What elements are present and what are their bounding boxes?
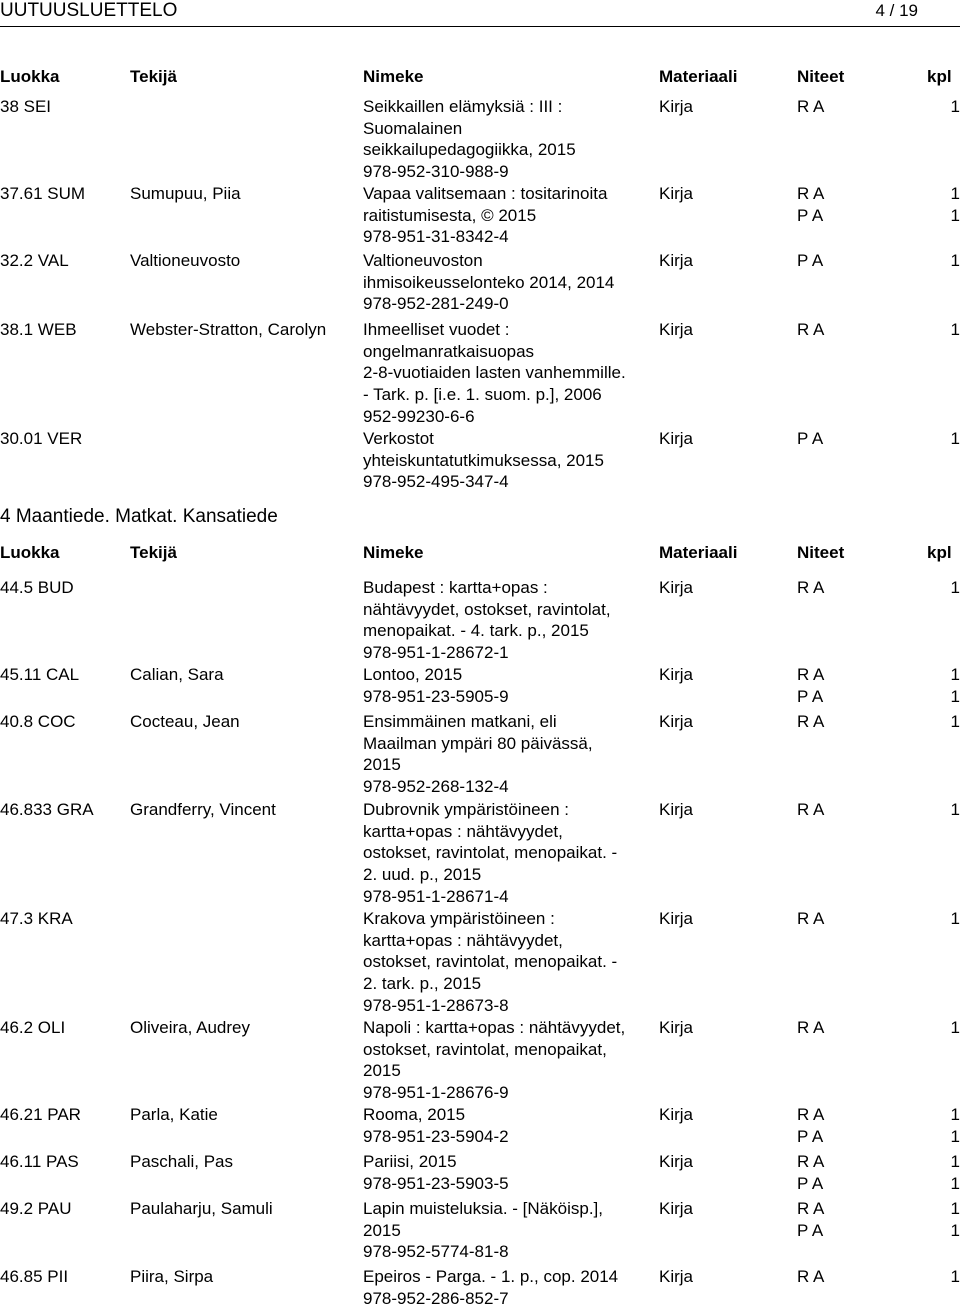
- header-rule: [0, 26, 960, 27]
- material: Kirja: [659, 251, 694, 270]
- title-line: yhteiskuntatutkimuksessa, 2015: [363, 450, 604, 470]
- title-line: 952-99230-6-6: [363, 406, 475, 426]
- col-kpl: kpl: [927, 543, 952, 562]
- copy-count: 1: [950, 251, 960, 270]
- copies: [797, 428, 847, 450]
- page-number: 4 / 19: [875, 1, 918, 20]
- copies: [797, 250, 847, 272]
- author: Paulaharju, Samuli: [130, 1199, 273, 1218]
- kpl-count: [940, 1104, 960, 1147]
- material: Kirja: [659, 97, 694, 116]
- title-line: Rooma, 2015: [363, 1105, 466, 1124]
- copies: [797, 1266, 847, 1288]
- location-code: R A: [797, 184, 825, 203]
- title-line: raitistumisesta, © 2015: [363, 205, 537, 225]
- copies: [797, 711, 847, 733]
- copies: [797, 1198, 847, 1241]
- class-code: 38.1 WEB: [0, 320, 77, 339]
- location-code: P A: [797, 205, 824, 225]
- title: [363, 183, 658, 248]
- kpl-count: [940, 319, 960, 341]
- copy-count: 1: [950, 205, 960, 225]
- class-code: 46.85 PII: [0, 1267, 69, 1286]
- col-kpl: kpl: [927, 67, 952, 86]
- title-line: menopaikat. - 4. tark. p., 2015: [363, 621, 589, 641]
- location-code: P A: [797, 1220, 824, 1240]
- col-nimeke: Nimeke: [363, 67, 424, 86]
- kpl-count: [940, 183, 960, 226]
- col-niteet: Niteet: [797, 67, 845, 86]
- copy-count: 1: [950, 320, 960, 339]
- title-line: 978-952-268-132-4: [363, 777, 509, 797]
- document-title: UUTUUSLUETTELO: [0, 0, 178, 21]
- location-code: R A: [797, 320, 825, 339]
- class-code: 32.2 VAL: [0, 251, 69, 270]
- copies: [797, 1017, 847, 1039]
- material: Kirja: [659, 1152, 694, 1171]
- title: [363, 96, 658, 183]
- class-code: 46.833 GRA: [0, 800, 94, 819]
- material: Kirja: [659, 578, 694, 597]
- title-line: Krakova ympäristöineen :: [363, 909, 555, 928]
- location-code: R A: [797, 665, 825, 684]
- kpl-count: [940, 711, 960, 733]
- title-line: nähtävyydet, ostokset, ravintolat,: [363, 599, 611, 619]
- kpl-count: [940, 428, 960, 450]
- material: Kirja: [659, 184, 694, 203]
- author: Sumupuu, Piia: [130, 184, 241, 203]
- section-heading: 4 Maantiede. Matkat. Kansatiede: [0, 506, 278, 527]
- material: Kirja: [659, 320, 694, 339]
- copies: [797, 577, 847, 599]
- copy-count: 1: [950, 712, 960, 731]
- copies: [797, 664, 847, 707]
- author: Calian, Sara: [130, 665, 224, 684]
- title-line: 978-952-281-249-0: [363, 294, 509, 314]
- title-line: Valtioneuvoston: [363, 251, 483, 270]
- copy-count: 1: [950, 1152, 960, 1171]
- col-luokka: Luokka: [0, 67, 60, 86]
- title-line: Maailman ympäri 80 päivässä,: [363, 733, 593, 753]
- title-line: 978-951-23-5904-2: [363, 1126, 509, 1146]
- copy-count: 1: [950, 97, 960, 116]
- title-line: seikkailupedagogiikka, 2015: [363, 140, 576, 160]
- col-materiaali: Materiaali: [659, 67, 738, 86]
- title: [363, 1266, 658, 1309]
- title-line: Epeiros - Parga. - 1. p., cop. 2014: [363, 1267, 619, 1286]
- author: Paschali, Pas: [130, 1152, 233, 1171]
- title-line: Lontoo, 2015: [363, 665, 463, 684]
- title: [363, 1104, 658, 1147]
- class-code: 30.01 VER: [0, 429, 83, 448]
- title: [363, 664, 658, 707]
- title-line: 978-951-1-28673-8: [363, 995, 509, 1015]
- title: [363, 428, 658, 493]
- title-line: ostokset, ravintolat, menopaikat. -: [363, 952, 618, 972]
- author: Webster-Stratton, Carolyn: [130, 320, 327, 339]
- author: Cocteau, Jean: [130, 712, 240, 731]
- location-code: R A: [797, 1267, 825, 1286]
- location-code: P A: [797, 1126, 824, 1146]
- kpl-count: [940, 1198, 960, 1241]
- copy-count: 1: [950, 665, 960, 684]
- title-line: 978-951-1-28676-9: [363, 1083, 509, 1103]
- title-line: Vapaa valitsemaan : tositarinoita: [363, 184, 608, 203]
- copy-count: 1: [950, 1105, 960, 1124]
- title-line: 978-951-23-5903-5: [363, 1173, 509, 1193]
- location-code: R A: [797, 800, 825, 819]
- location-code: R A: [797, 97, 825, 116]
- kpl-count: [940, 1151, 960, 1194]
- title-line: Ensimmäinen matkani, eli: [363, 712, 557, 731]
- copy-count: 1: [950, 184, 960, 203]
- title-line: Dubrovnik ympäristöineen :: [363, 800, 569, 819]
- location-code: R A: [797, 1152, 825, 1171]
- title-line: ostokset, ravintolat, menopaikat,: [363, 1039, 607, 1059]
- kpl-count: [940, 799, 960, 821]
- location-code: R A: [797, 712, 825, 731]
- material: Kirja: [659, 909, 694, 928]
- title-line: 978-951-31-8342-4: [363, 227, 509, 247]
- copies: [797, 319, 847, 341]
- location-code: P A: [797, 429, 824, 448]
- title: [363, 319, 658, 428]
- title-line: kartta+opas : nähtävyydet,: [363, 930, 563, 950]
- title: [363, 577, 658, 664]
- title-line: 978-951-1-28671-4: [363, 886, 509, 906]
- class-code: 46.11 PAS: [0, 1152, 79, 1171]
- copy-count: 1: [950, 1126, 960, 1146]
- copies: [797, 1151, 847, 1194]
- title: [363, 1151, 658, 1194]
- title-line: Seikkaillen elämyksiä : III :: [363, 97, 563, 116]
- title-line: 978-951-23-5905-9: [363, 686, 509, 706]
- col-niteet: Niteet: [797, 543, 845, 562]
- copy-count: 1: [950, 909, 960, 928]
- class-code: 46.2 OLI: [0, 1018, 66, 1037]
- title-line: Napoli : kartta+opas : nähtävyydet,: [363, 1018, 626, 1037]
- title-line: Pariisi, 2015: [363, 1152, 457, 1171]
- kpl-count: [940, 908, 960, 930]
- location-code: R A: [797, 1105, 825, 1124]
- col-nimeke: Nimeke: [363, 543, 424, 562]
- location-code: P A: [797, 1173, 824, 1193]
- copies: [797, 1104, 847, 1147]
- location-code: R A: [797, 909, 825, 928]
- col-materiaali: Materiaali: [659, 543, 738, 562]
- class-code: 44.5 BUD: [0, 578, 74, 597]
- title-line: Budapest : kartta+opas :: [363, 578, 548, 597]
- location-code: R A: [797, 1199, 825, 1218]
- title: [363, 1198, 658, 1263]
- location-code: P A: [797, 686, 824, 706]
- copy-count: 1: [950, 1173, 960, 1193]
- copies: [797, 908, 847, 930]
- copies: [797, 183, 847, 226]
- kpl-count: [940, 1266, 960, 1288]
- kpl-count: [940, 250, 960, 272]
- class-code: 37.61 SUM: [0, 184, 86, 203]
- title-line: 978-952-310-988-9: [363, 162, 509, 182]
- copy-count: 1: [950, 578, 960, 597]
- author: Parla, Katie: [130, 1105, 218, 1124]
- title-line: 978-951-1-28672-1: [363, 643, 509, 663]
- material: Kirja: [659, 712, 694, 731]
- col-tekija: Tekijä: [130, 67, 177, 86]
- title-line: ongelmanratkaisuopas: [363, 341, 535, 361]
- kpl-count: [940, 96, 960, 118]
- material: Kirja: [659, 665, 694, 684]
- material: Kirja: [659, 1199, 694, 1218]
- title: [363, 250, 658, 315]
- title: [363, 1017, 658, 1104]
- copy-count: 1: [950, 1220, 960, 1240]
- title-line: Lapin muisteluksia. - [Näköisp.],: [363, 1199, 603, 1218]
- copy-count: 1: [950, 1199, 960, 1218]
- title-line: Suomalainen: [363, 118, 463, 138]
- material: Kirja: [659, 1105, 694, 1124]
- page-header: [0, 0, 960, 24]
- material: Kirja: [659, 800, 694, 819]
- column-header-row-2: [0, 543, 960, 565]
- title-line: - Tark. p. [i.e. 1. suom. p.], 2006: [363, 385, 602, 405]
- location-code: P A: [797, 251, 824, 270]
- copy-count: 1: [950, 1267, 960, 1286]
- author: Piira, Sirpa: [130, 1267, 214, 1286]
- copy-count: 1: [950, 800, 960, 819]
- column-header-row-1: [0, 67, 960, 89]
- copy-count: 1: [950, 686, 960, 706]
- title-line: ostokset, ravintolat, menopaikat. -: [363, 843, 618, 863]
- location-code: R A: [797, 1018, 825, 1037]
- title-line: kartta+opas : nähtävyydet,: [363, 821, 563, 841]
- title: [363, 908, 658, 1017]
- class-code: 49.2 PAU: [0, 1199, 72, 1218]
- col-luokka: Luokka: [0, 543, 60, 562]
- class-code: 47.3 KRA: [0, 909, 73, 928]
- kpl-count: [940, 577, 960, 599]
- kpl-count: [940, 664, 960, 707]
- title-line: 2015: [363, 1220, 401, 1240]
- material: Kirja: [659, 429, 694, 448]
- material: Kirja: [659, 1018, 694, 1037]
- author: Oliveira, Audrey: [130, 1018, 250, 1037]
- title-line: 978-952-5774-81-8: [363, 1242, 509, 1262]
- title-line: 978-952-286-852-7: [363, 1288, 509, 1308]
- title-line: 978-952-495-347-4: [363, 472, 509, 492]
- title-line: Ihmeelliset vuodet :: [363, 320, 510, 339]
- copy-count: 1: [950, 1018, 960, 1037]
- class-code: 40.8 COC: [0, 712, 76, 731]
- title: [363, 799, 658, 908]
- copies: [797, 799, 847, 821]
- title-line: 2015: [363, 755, 401, 775]
- author: Valtioneuvosto: [130, 251, 241, 270]
- title-line: ihmisoikeusselonteko 2014, 2014: [363, 272, 615, 292]
- material: Kirja: [659, 1267, 694, 1286]
- class-code: 45.11 CAL: [0, 665, 80, 684]
- copies: [797, 96, 847, 118]
- kpl-count: [940, 1017, 960, 1039]
- class-code: 38 SEI: [0, 97, 52, 116]
- title-line: 2-8-vuotiaiden lasten vanhemmille.: [363, 363, 626, 383]
- class-code: 46.21 PAR: [0, 1105, 81, 1124]
- title: [363, 711, 658, 798]
- title-line: Verkostot: [363, 429, 434, 448]
- copy-count: 1: [950, 429, 960, 448]
- location-code: R A: [797, 578, 825, 597]
- author: Grandferry, Vincent: [130, 800, 276, 819]
- title-line: 2. uud. p., 2015: [363, 865, 482, 885]
- title-line: 2. tark. p., 2015: [363, 974, 482, 994]
- col-tekija: Tekijä: [130, 543, 177, 562]
- title-line: 2015: [363, 1061, 401, 1081]
